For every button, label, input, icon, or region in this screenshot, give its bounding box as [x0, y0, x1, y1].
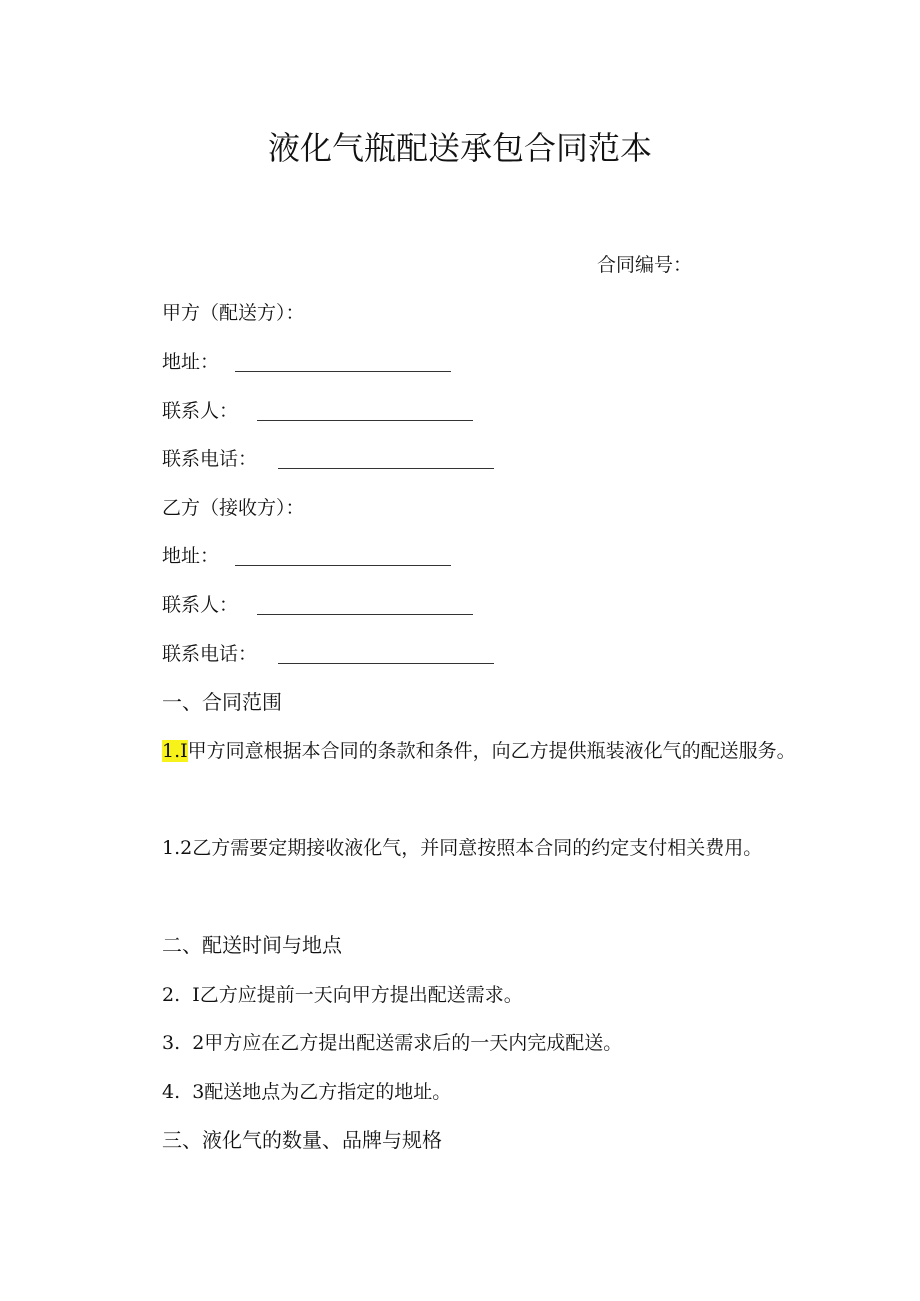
party-b-address-label: 地址：	[162, 545, 220, 567]
party-b-contact-field[interactable]	[257, 614, 473, 615]
party-a-address-field[interactable]	[235, 371, 451, 372]
section-1-heading: 一、合同范围	[162, 690, 282, 714]
party-b-phone-label: 联系电话：	[162, 643, 258, 665]
section-2-item-3: 4. 3配送地点为乙方指定的地址。	[162, 1081, 452, 1103]
party-b-address-field[interactable]	[235, 565, 451, 566]
paragraph-text: 乙方需要定期接收液化气，并同意按照本合同的约定支付相关费用。	[192, 837, 763, 859]
section-2-item-2: 3. 2甲方应在乙方提出配送需求后的一天内完成配送。	[162, 1032, 623, 1054]
party-b-contact-label: 联系人：	[162, 594, 239, 616]
section-2-item-1: 2. I乙方应提前一天向甲方提出配送需求。	[162, 984, 523, 1006]
party-a-phone-field[interactable]	[278, 468, 494, 469]
party-a-contact-label: 联系人：	[162, 400, 239, 422]
section-3-heading: 三、液化气的数量、品牌与规格	[162, 1128, 442, 1152]
contract-number-label: 合同编号：	[597, 254, 693, 276]
party-a-heading: 甲方（配送方）：	[162, 302, 305, 324]
party-b-phone-field[interactable]	[278, 663, 494, 664]
document-title: 液化气瓶配送承包合同范本	[267, 129, 652, 167]
paragraph-number: 1.2	[162, 837, 193, 859]
section-1-paragraph-2	[120, 824, 800, 873]
section-1-paragraph-1	[120, 727, 800, 776]
party-b-heading: 乙方（接收方）：	[162, 497, 305, 519]
paragraph-number-highlighted: 1.I	[162, 740, 188, 762]
party-a-phone-label: 联系电话：	[162, 448, 258, 470]
party-a-contact-field[interactable]	[257, 420, 473, 421]
section-2-heading: 二、配送时间与地点	[162, 933, 342, 957]
paragraph-text: 甲方同意根据本合同的条款和条件，向乙方提供瓶装液化气的配送服务。	[187, 740, 796, 762]
party-a-address-label: 地址：	[162, 351, 220, 373]
